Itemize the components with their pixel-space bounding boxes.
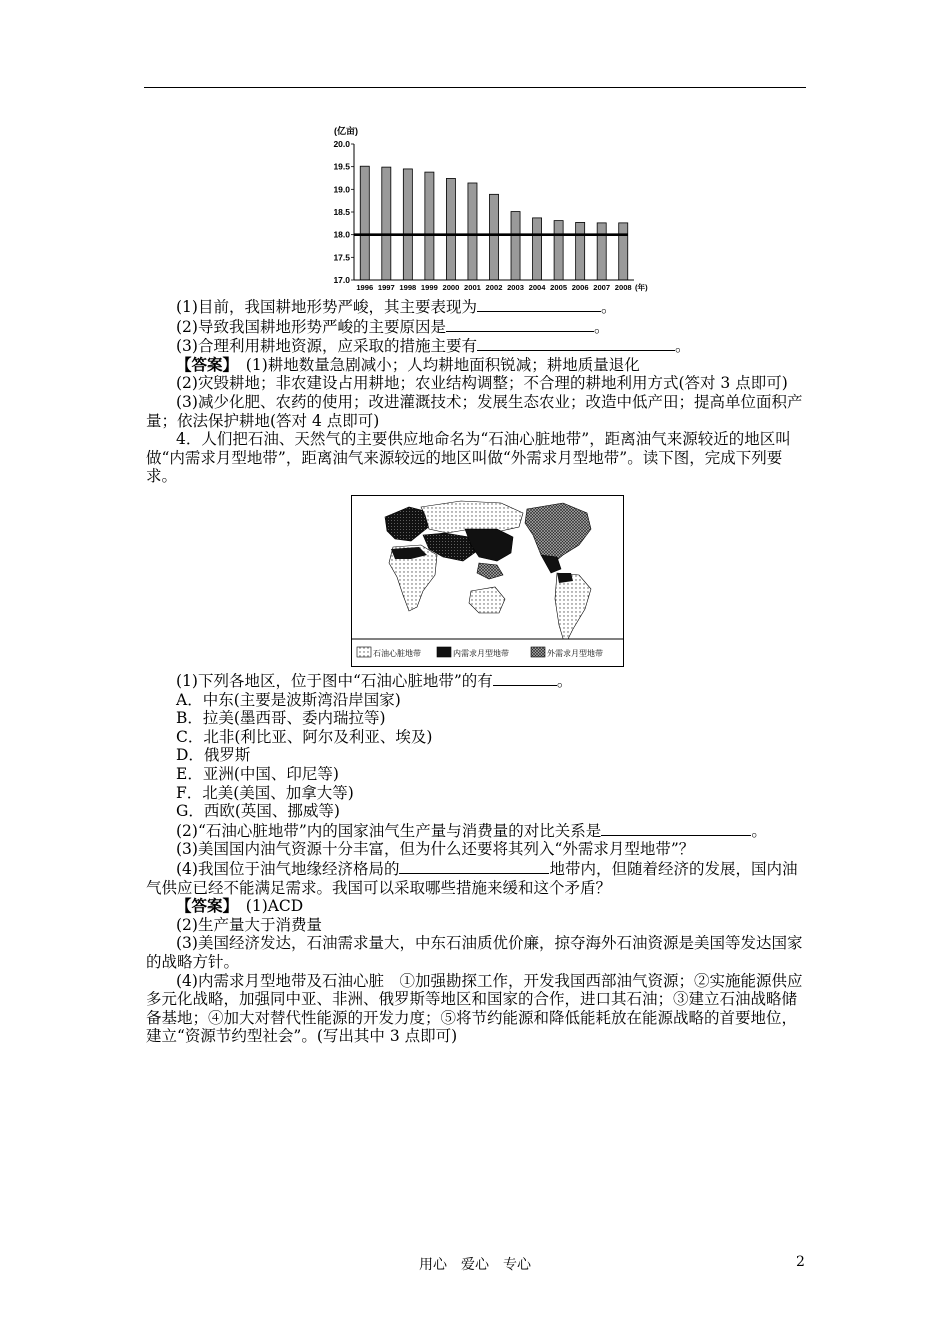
legend-inner: 内需求月型地带 [453, 649, 509, 658]
q4-answer-2: (2)生产量大于消费量 [176, 915, 322, 934]
y-tick-label: 20.0 [333, 139, 350, 149]
q4-answer-3: (3)美国经济发达，石油需求量大，中东石油质优价廉，掠夺海外石油资源是美国等发达国家的战略方针。 [146, 934, 803, 971]
q4-options [146, 691, 806, 821]
bar-1997 [382, 167, 391, 280]
x-tick-label: 2003 [507, 283, 524, 292]
answer-blank [477, 336, 675, 351]
q3-part-3-end: 。 [674, 337, 691, 356]
x-tick-label: 2001 [464, 283, 481, 292]
bar-2001 [468, 183, 477, 280]
x-tick-label: 1997 [377, 283, 395, 292]
oil-belt-world-map [351, 495, 624, 667]
footer-motto: 用心 爱心 专心 [419, 1257, 531, 1273]
answer-label: 【答案】 [176, 354, 231, 374]
q3-part-1 [146, 297, 806, 317]
region-russia [421, 501, 523, 533]
answer-blank [493, 671, 557, 686]
x-tick-label: 1999 [420, 283, 438, 292]
x-tick-label: 2006 [571, 283, 589, 292]
bar-1998 [403, 169, 412, 280]
q4-answer-1 [146, 897, 806, 916]
q4-answer-4: (4)内需求月型地带及石油心脏 ①加强勘探工作，开发我国西部油气资源；②实施能源供应多元化战略，加强同中亚、非洲、俄罗斯等地区和国家的合作，进口其石油；③建立石油战略储备基地；④加大对替代性能源的开发力度；⑤将节约能源和降低能耗放在能源战略的首要地位，建立“资源节约型社会”。(写出其中 3 点即可) [146, 971, 803, 1046]
question-3-block [146, 297, 806, 486]
q3-part-2 [146, 317, 806, 337]
x-tick-label: 2002 [485, 283, 503, 292]
legend-heart: 石油心脏地带 [373, 649, 421, 658]
bar-2005 [554, 221, 563, 280]
q3-part-2-end: 。 [593, 317, 610, 336]
q3-part-3 [146, 336, 806, 356]
answer-blank [399, 859, 549, 874]
q4-part-1-end: 。 [556, 672, 573, 690]
bar-1999 [425, 172, 434, 280]
x-tick-label: 2008 [614, 283, 632, 292]
legend-swatch-outer [531, 647, 545, 657]
q4-part-4-text-a: (4)我国位于油气地缘经济格局的 [176, 859, 400, 878]
bar-2000 [446, 178, 455, 280]
q4-part-4 [146, 859, 806, 897]
header-rule [144, 87, 806, 88]
x-tick-label: 2000 [442, 283, 460, 292]
x-tick-label: 2004 [528, 283, 546, 292]
answer-blank [446, 317, 594, 332]
q4-part-2-end: 。 [751, 821, 767, 840]
q3-part-1-text: (1)目前，我国耕地形势严峻，其主要表现为 [176, 298, 477, 316]
legend-swatch-heart [357, 647, 371, 657]
q3-part-1-end: 。 [600, 298, 617, 316]
question-4-block [146, 671, 806, 1046]
legend-swatch-inner [437, 647, 451, 657]
y-tick-label: 18.5 [333, 207, 350, 217]
bar-2003 [511, 212, 520, 280]
bar-2007 [597, 223, 606, 280]
q3-answer-3: (3)减少化肥、农药的使用；改进灌溉技术；发展生态农业；改造中低产田；提高单位面积产量；依法保护耕地(答对 4 点即可) [146, 392, 803, 430]
q3-answer-1-text: (1)耕地数量急剧减小；人均耕地面积锐减；耕地质量退化 [245, 355, 640, 374]
q4-part-1-text: (1)下列各地区，位于图中“石油心脏地带”的有 [176, 672, 493, 690]
y-tick-label: 17.5 [333, 252, 350, 263]
y-tick-label: 19.5 [333, 161, 350, 172]
farmland-bar-chart [326, 122, 656, 300]
q4-part-3: (3)美国国内油气资源十分丰富，但为什么还要将其列入“外需求月型地带”？ [176, 840, 695, 859]
q4-part-1 [146, 671, 806, 691]
q3-part-2-text: (2)导致我国耕地形势严峻的主要原因是 [176, 317, 446, 336]
x-tick-label: 1996 [356, 283, 374, 292]
y-tick-label: 17.0 [333, 275, 350, 285]
x-axis-unit: (年) [635, 283, 648, 292]
bar-2002 [489, 194, 498, 280]
q4-option: C．北非(利比亚、阿尔及利亚、埃及) [176, 727, 433, 746]
bar-2008 [619, 223, 628, 280]
bar-2006 [576, 222, 585, 280]
x-tick-label: 2007 [593, 283, 611, 292]
q4-answer-1-text: (1)ACD [245, 897, 304, 916]
q4-part-2 [146, 821, 806, 841]
q4-option: E．亚洲(中国、印尼等) [176, 764, 339, 783]
q4-part-2-text: (2)“石油心脏地带”内的国家油气生产量与消费量的对比关系是 [176, 821, 602, 840]
q3-answer-1 [146, 356, 806, 375]
y-tick-label: 19.0 [333, 184, 350, 195]
y-axis-unit: (亿亩) [334, 126, 358, 136]
y-tick-label: 18.0 [333, 229, 350, 240]
q3-answer-2: (2)灾毁耕地；非农建设占用耕地；农业结构调整；不合理的耕地利用方式(答对 3 点即可) [176, 374, 788, 393]
legend-outer: 外需求月型地带 [547, 649, 603, 658]
answer-blank [601, 821, 751, 836]
q4-option: B．拉美(墨西哥、委内瑞拉等) [176, 709, 386, 728]
answer-blank [477, 297, 601, 312]
q3-part-3-text: (3)合理利用耕地资源，应采取的措施主要有 [176, 337, 477, 356]
page-number: 2 [796, 1254, 805, 1270]
q4-option: D．俄罗斯 [176, 746, 251, 765]
x-tick-label: 2005 [550, 283, 568, 292]
bar-2004 [533, 218, 542, 280]
q4-part-4-text-b: 地带内，但随着经济的发展，国内油气供应已经不能满足需求。我国可以采取哪些措施来缓和这个矛盾？ [146, 859, 798, 897]
x-tick-label: 1998 [399, 283, 417, 292]
q4-option: G．西欧(英国、挪威等) [176, 802, 340, 821]
q4-option: F．北美(美国、加拿大等) [176, 783, 354, 802]
q4-stem: 4．人们把石油、天然气的主要供应地命名为“石油心脏地带”，距离油气来源较近的地区叫做“内需求月型地带”，距离油气来源较远的地区叫做“外需求月型地带”。读下图，完成下列要求。 [146, 430, 791, 486]
q4-option: A．中东(主要是波斯湾沿岸国家) [176, 690, 401, 709]
bar-1996 [360, 166, 369, 280]
answer-label: 【答案】 [176, 896, 231, 916]
